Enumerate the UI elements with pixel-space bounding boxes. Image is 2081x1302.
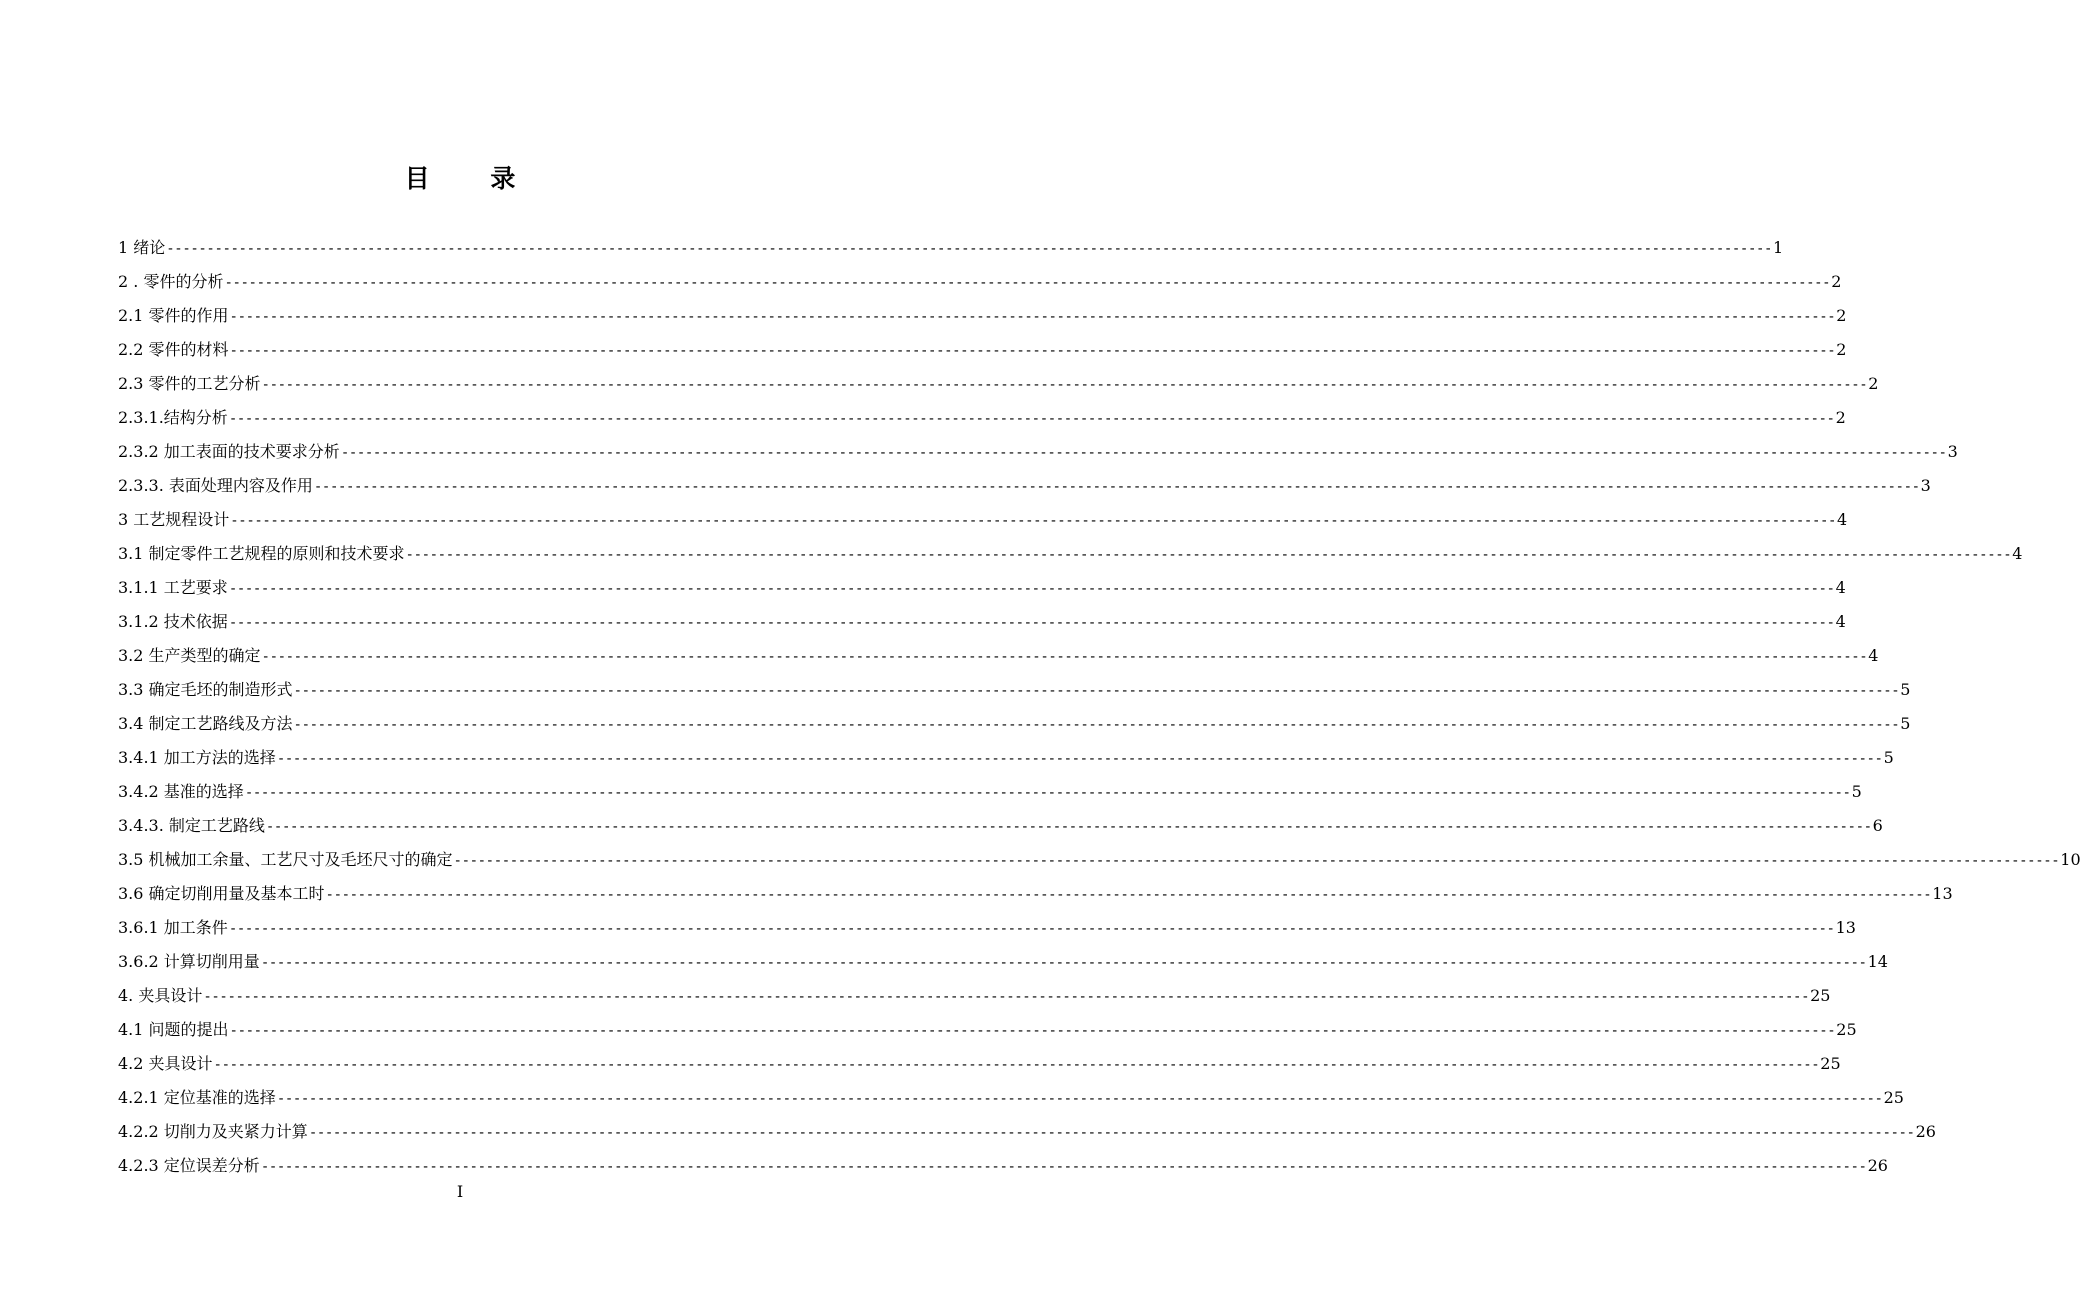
toc-entry [118, 1047, 1841, 1081]
toc-entry-page: 4 [2012, 544, 2023, 563]
toc-entry-page: 2 [1831, 272, 1842, 291]
toc-entry-page: 5 [1900, 714, 1911, 733]
toc-entry [118, 639, 1879, 673]
toc-entry-page: 25 [1810, 986, 1831, 1005]
toc-entry-label: 2.3.1.结构分析 [118, 408, 228, 427]
toc-entry-label: 2.1 零件的作用 [118, 306, 229, 325]
toc-dot-leader: -------------------------------------------------------------------------------------------------------------------------------------------------------------------------------------------------------- [265, 819, 1872, 835]
toc-dot-leader: -------------------------------------------------------------------------------------------------------------------------------------------------------------------------------------------------------- [405, 547, 2012, 563]
toc-list [118, 231, 2081, 1183]
toc-entry [118, 775, 1862, 809]
toc-dot-leader: -------------------------------------------------------------------------------------------------------------------------------------------------------------------------------------------------------- [276, 751, 1883, 767]
toc-dot-leader: -------------------------------------------------------------------------------------------------------------------------------------------------------------------------------------------------------- [228, 615, 1835, 631]
toc-entry-label: 3.5 机械加工余量、工艺尺寸及毛坯尺寸的确定 [118, 850, 453, 869]
toc-entry-page: 1 [1773, 238, 1784, 257]
toc-entry-page: 14 [1867, 952, 1888, 971]
toc-entry-label: 3.4.2 基准的选择 [118, 782, 244, 801]
toc-entry-page: 26 [1867, 1156, 1888, 1175]
toc-entry-label: 2.3 零件的工艺分析 [118, 374, 261, 393]
toc-dot-leader: -------------------------------------------------------------------------------------------------------------------------------------------------------------------------------------------------------- [313, 479, 1920, 495]
toc-entry-label: 3.4 制定工艺路线及方法 [118, 714, 293, 733]
toc-entry [118, 469, 1931, 503]
toc-dot-leader: -------------------------------------------------------------------------------------------------------------------------------------------------------------------------------------------------------- [453, 853, 2060, 869]
toc-entry [118, 843, 2081, 877]
toc-entry-page: 13 [1835, 918, 1856, 937]
toc-entry-page: 2 [1868, 374, 1879, 393]
toc-dot-leader: -------------------------------------------------------------------------------------------------------------------------------------------------------------------------------------------------------- [228, 921, 1835, 937]
toc-entry-label: 3.3 确定毛坯的制造形式 [118, 680, 293, 699]
toc-entry [118, 605, 1846, 639]
toc-entry-page: 2 [1836, 306, 1847, 325]
toc-entry-page: 4 [1835, 578, 1846, 597]
toc-entry [118, 231, 1784, 265]
toc-entry-label: 4.2 夹具设计 [118, 1054, 213, 1073]
toc-dot-leader: -------------------------------------------------------------------------------------------------------------------------------------------------------------------------------------------------------- [228, 411, 1835, 427]
toc-entry-label: 2.2 零件的材料 [118, 340, 229, 359]
toc-entry-label: 3.6.2 计算切削用量 [118, 952, 260, 971]
toc-entry-page: 26 [1915, 1122, 1936, 1141]
toc-dot-leader: -------------------------------------------------------------------------------------------------------------------------------------------------------------------------------------------------------- [166, 241, 1773, 257]
toc-entry-page: 2 [1835, 408, 1846, 427]
toc-entry-label: 3.4.3. 制定工艺路线 [118, 816, 265, 835]
toc-entry [118, 367, 1879, 401]
toc-dot-leader: -------------------------------------------------------------------------------------------------------------------------------------------------------------------------------------------------------- [224, 275, 1831, 291]
toc-dot-leader: -------------------------------------------------------------------------------------------------------------------------------------------------------------------------------------------------------- [229, 343, 1836, 359]
toc-entry-label: 3.1.2 技术依据 [118, 612, 228, 631]
toc-entry [118, 299, 1847, 333]
toc-entry-page: 10 [2060, 850, 2081, 869]
toc-dot-leader: -------------------------------------------------------------------------------------------------------------------------------------------------------------------------------------------------------- [308, 1125, 1915, 1141]
toc-dot-leader: -------------------------------------------------------------------------------------------------------------------------------------------------------------------------------------------------------- [276, 1091, 1883, 1107]
toc-entry-label: 4. 夹具设计 [118, 986, 203, 1005]
toc-dot-leader: -------------------------------------------------------------------------------------------------------------------------------------------------------------------------------------------------------- [213, 1057, 1820, 1073]
toc-dot-leader: -------------------------------------------------------------------------------------------------------------------------------------------------------------------------------------------------------- [230, 513, 1837, 529]
toc-entry [118, 911, 1856, 945]
toc-entry-page: 5 [1883, 748, 1894, 767]
toc-entry-label: 2.3.3. 表面处理内容及作用 [118, 476, 313, 495]
toc-entry-label: 2.3.2 加工表面的技术要求分析 [118, 442, 340, 461]
toc-dot-leader: -------------------------------------------------------------------------------------------------------------------------------------------------------------------------------------------------------- [261, 377, 1868, 393]
toc-entry [118, 571, 1846, 605]
toc-entry-page: 13 [1932, 884, 1953, 903]
toc-dot-leader: -------------------------------------------------------------------------------------------------------------------------------------------------------------------------------------------------------- [203, 989, 1810, 1005]
toc-entry-page: 4 [1868, 646, 1879, 665]
toc-entry [118, 265, 1842, 299]
toc-entry [118, 1149, 1888, 1183]
toc-entry-label: 1 绪论 [118, 238, 166, 257]
toc-entry [118, 945, 1888, 979]
toc-dot-leader: -------------------------------------------------------------------------------------------------------------------------------------------------------------------------------------------------------- [260, 1159, 1867, 1175]
toc-entry-label: 4.2.1 定位基准的选择 [118, 1088, 276, 1107]
toc-entry-page: 5 [1900, 680, 1911, 699]
toc-entry [118, 401, 1846, 435]
toc-dot-leader: -------------------------------------------------------------------------------------------------------------------------------------------------------------------------------------------------------- [229, 1023, 1836, 1039]
toc-entry-label: 4.1 问题的提出 [118, 1020, 229, 1039]
toc-entry-page: 2 [1836, 340, 1847, 359]
toc-dot-leader: -------------------------------------------------------------------------------------------------------------------------------------------------------------------------------------------------------- [340, 445, 1947, 461]
toc-entry-label: 3.1 制定零件工艺规程的原则和技术要求 [118, 544, 405, 563]
toc-entry [118, 503, 1848, 537]
toc-entry-label: 2 . 零件的分析 [118, 272, 224, 291]
toc-entry [118, 1081, 1904, 1115]
toc-title: 目 录 [404, 164, 542, 193]
toc-entry-page: 25 [1820, 1054, 1841, 1073]
toc-entry [118, 877, 1953, 911]
toc-entry [118, 979, 1831, 1013]
toc-entry-page: 5 [1851, 782, 1862, 801]
toc-entry-label: 3.6.1 加工条件 [118, 918, 228, 937]
toc-entry [118, 741, 1894, 775]
toc-entry-page: 4 [1835, 612, 1846, 631]
toc-entry [118, 673, 1911, 707]
toc-dot-leader: -------------------------------------------------------------------------------------------------------------------------------------------------------------------------------------------------------- [260, 955, 1867, 971]
toc-entry [118, 537, 2023, 571]
toc-entry-page: 25 [1836, 1020, 1857, 1039]
toc-dot-leader: -------------------------------------------------------------------------------------------------------------------------------------------------------------------------------------------------------- [261, 649, 1868, 665]
toc-dot-leader: -------------------------------------------------------------------------------------------------------------------------------------------------------------------------------------------------------- [244, 785, 1851, 801]
toc-entry-label: 4.2.3 定位误差分析 [118, 1156, 260, 1175]
toc-entry-label: 3.6 确定切削用量及基本工时 [118, 884, 325, 903]
toc-entry [118, 1115, 1936, 1149]
toc-entry-page: 3 [1947, 442, 1958, 461]
toc-entry [118, 1013, 1857, 1047]
toc-dot-leader: -------------------------------------------------------------------------------------------------------------------------------------------------------------------------------------------------------- [229, 309, 1836, 325]
toc-entry [118, 809, 1883, 843]
toc-entry [118, 333, 1847, 367]
toc-entry-label: 4.2.2 切削力及夹紧力计算 [118, 1122, 308, 1141]
toc-entry-label: 3.4.1 加工方法的选择 [118, 748, 276, 767]
toc-entry [118, 435, 1958, 469]
toc-dot-leader: -------------------------------------------------------------------------------------------------------------------------------------------------------------------------------------------------------- [228, 581, 1835, 597]
footer-page-number: I [456, 1182, 464, 1201]
toc-entry-label: 3.2 生产类型的确定 [118, 646, 261, 665]
toc-entry-label: 3.1.1 工艺要求 [118, 578, 228, 597]
toc-entry-page: 6 [1872, 816, 1883, 835]
toc-entry-page: 4 [1837, 510, 1848, 529]
toc-dot-leader: -------------------------------------------------------------------------------------------------------------------------------------------------------------------------------------------------------- [325, 887, 1932, 903]
toc-entry-label: 3 工艺规程设计 [118, 510, 230, 529]
toc-dot-leader: -------------------------------------------------------------------------------------------------------------------------------------------------------------------------------------------------------- [293, 717, 1900, 733]
toc-dot-leader: -------------------------------------------------------------------------------------------------------------------------------------------------------------------------------------------------------- [293, 683, 1900, 699]
toc-entry-page: 25 [1883, 1088, 1904, 1107]
toc-entry-page: 3 [1920, 476, 1931, 495]
toc-entry [118, 707, 1911, 741]
